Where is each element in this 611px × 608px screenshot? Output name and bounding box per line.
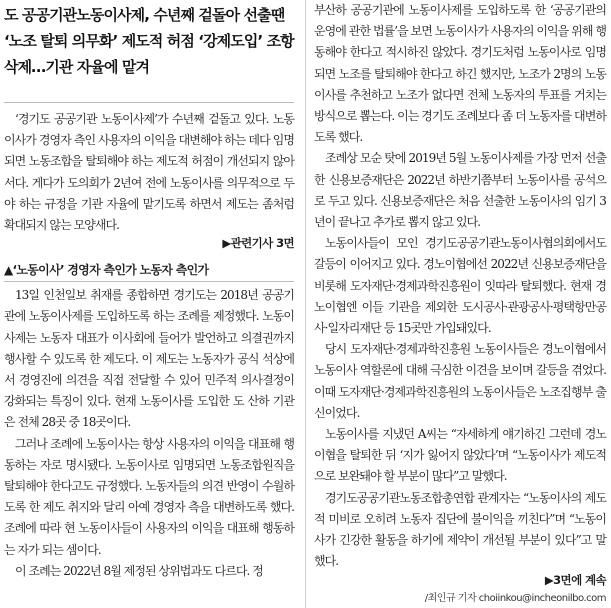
byline: /최인규 기자 choiinkou@incheonilbo.com [424,593,606,605]
article-paragraph: 조례상 모순 탓에 2019년 5월 노동이사제를 가장 먼저 선출한 신용보증재단은 2022년 하반기쯤부터 노동이사를 공석으로 두고 있다. 신용보증재단은 처음 선출한 노동이사의 임기 3년이 끝나고 추가로 뽑지 않고 있다. [314,151,606,230]
article-body-right [314,0,606,572]
arrow-right-icon: ▶ [544,573,554,588]
article-lead [4,109,294,236]
article-paragraph: 13일 인천일보 취재를 종합하면 경기도는 2018년 공공기관에 노동이사제를 도입하도록 하는 조례를 제정했다. 노동이사제는 노동자 대표가 이사회에 들어가 발언하고 의결권까지 행사할 수 있도록 한 제도다. 이 제도는 노동자가 공식 석상에서 경영진에 의견을 직접 전달할 수 있어 민주적 의사결정이 강화되는 특징이 있다. 현재 노동이사를 도입한 도 산하 기관은 전체 28곳 중 18곳이다. [4,288,294,430]
article-paragraph: 노동이사를 지냈던 A씨는 “자세하게 얘기하긴 그런데 경노이협을 탈퇴한 뒤 ‘지가 잃어지 않았다’며 “노동이사가 제도적으로 보완돼야 할 부분이 많다”고 말했다. [314,427,606,484]
triangle-up-icon: ▲ [4,263,13,278]
right-column [314,0,606,604]
article-paragraph: 경기도공공기관노동조합총연합 관계자는 “노동이사의 제도적 미비로 오히려 노동자 집단에 불이익을 끼친다”며 “노동이사가 긴강한 활동을 하기에 제약이 개선될 부분이 있다”고 말했다. [314,490,606,569]
arrow-right-icon: ▶ [222,236,231,251]
headline-rule [4,102,294,103]
continued-label: 3면에 계속 [553,573,606,588]
article-body-left [4,285,294,582]
continued-link[interactable] [314,572,606,588]
article-paragraph: 이 조례는 2022년 8월 제정된 상위법과도 다르다. 정 [15,563,263,578]
column-divider [305,0,306,608]
article-paragraph: 그러나 조례에 노동이사는 항상 사용자의 이익을 대표해 행동하는 자로 명시됐다. 노동이사로 임명되면 노동조합원직을 탈퇴해야 한다고도 규정했다. 노동자들의 의견 반영이 수월하도록 한 제도 취지와 달리 아예 경영자 측을 대변하도록 했다. 조례에 따라 현 노동이사들이 사용자의 이익을 대표해 행동하는 자가 되는 셈이다. [4,436,294,557]
article-paragraph: 노동이사들이 모인 경기도공공기관노동이사협의회에서도 갈등이 이어지고 있다. 경노이협에선 2022년 신용보증재단을 비롯해 도자재단·경제과학진흥원이 잇따라 탈퇴했다. 현재 경노이협엔 이들 기관을 제외한 도시공사·관광공사·평택항만공사·일자리재단 등 15곳만 가입돼있다. [314,236,606,336]
article-paragraph: ‘경기도 공공기관 노동이사제’가 수년째 겉돌고 있다. 노동이사가 경영자 측인 사용자의 이익을 대변해야 하는 데다 임명되면 노동조합을 탈퇴해야 하는 제도적 허점이 개선되지 않아서다. 게다가 도의회가 2년여 전에 노동이사를 의무적으로 두야 하는 규정을 기관 자율에 맡기도록 하면서 제도는 좀처럼 확대되지 않는 모양새다. [4,112,294,233]
article-paragraph: 당시 도자재단·경제과학진흥원 노동이사들은 경노이협에서 노동이사 역할론에 대해 극심한 이견을 보이며 갈등을 겪었다. 이때 도자재단·경제과학진흥원의 노동이사들은 노조집행부 출신이었다. [314,342,606,420]
left-column [4,0,294,582]
related-articles-label: 관련기사 3면 [230,236,294,251]
section-subhead [4,261,294,282]
headline: 도 공공기관노동이사제, 수년째 겉돌아 선출땐 ‘노조 탈퇴 의무화’ 제도적 허점 ‘강제도입’ 조항 삭제…기관 자율에 맡겨 [4,6,294,76]
related-articles-link[interactable] [4,235,294,251]
subhead-text: ‘노동이사’ 경영자 측인가 노동자 측인가 [12,263,209,278]
article-paragraph: 부산하 공공기관에 노동이사제를 도입하도록 한 ‘공공기관의 운영에 관한 법률’을 보면 노동이사가 사용자의 이익을 위해 행동해야 한다고 적시하진 않았다. 경기도처럼 노동이사로 임명되면 노조를 탈퇴해야 한다고 하긴 했지만, 노조가 2명의 노동이사를 추천하고 노조가 없다면 전체 노동자의 투표를 거치는 방식으로 뽑는다. 이는 경기도 조례보다 좀 더 노동자를 대변하도록 했다. [314,3,606,145]
